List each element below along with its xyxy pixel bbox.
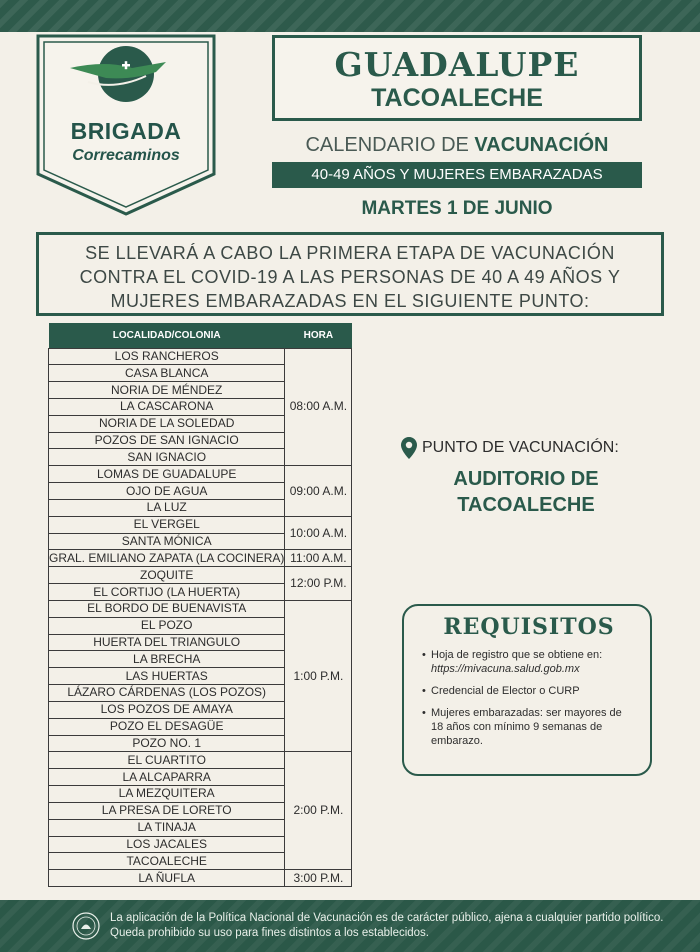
locality-cell: LA PRESA DE LORETO — [49, 802, 285, 819]
time-cell: 11:00 A.M. — [285, 550, 352, 567]
notice-line-3: MUJERES EMBARAZADAS EN EL SIGUIENTE PUNTO: — [110, 291, 590, 311]
table-row — [49, 348, 352, 365]
table-row — [49, 550, 352, 567]
locality-cell: GRAL. EMILIANO ZAPATA (LA COCINERA) — [49, 550, 285, 565]
calendar-heading — [272, 134, 642, 157]
time-cell: 3:00 P.M. — [285, 870, 352, 887]
calendar-bold: VACUNACIÓN — [474, 134, 609, 156]
locality-cell: LOS POZOS DE AMAYA — [49, 701, 285, 718]
place-line-1: AUDITORIO DE — [453, 468, 599, 490]
footer-disclaimer: La aplicación de la Política Nacional de Vacunación es de carácter público, ajena a cualquier partido político. Queda prohibido su uso para fines distintos a los establecidos. — [110, 912, 664, 939]
requirements-list — [422, 648, 636, 748]
locality-cell: OJO DE AGUA — [49, 483, 285, 500]
locality-cell: LA ALCAPARRA — [49, 769, 285, 786]
locality-cell: EL POZO — [49, 617, 285, 634]
notice-line-2: CONTRA EL COVID-19 A LAS PERSONAS DE 40 A 49 AÑOS Y — [79, 267, 621, 287]
badge-title: BRIGADA — [70, 118, 182, 144]
time-cell: 12:00 P.M. — [285, 567, 352, 601]
header-hora: HORA — [285, 323, 352, 348]
time-cell: 09:00 A.M. — [285, 466, 352, 516]
notice-line-1: SE LLEVARÁ A CABO LA PRIMERA ETAPA DE VACUNACIÓN — [85, 243, 615, 263]
schedule-body — [49, 348, 352, 887]
locality-cell: SAN IGNACIO — [49, 449, 285, 466]
locality-cell: LOS JACALES — [49, 836, 285, 853]
locality-cell: POZOS DE SAN IGNACIO — [49, 432, 285, 449]
locality-cell: EL VERGEL — [49, 516, 285, 533]
locality-cell: HUERTA DEL TRIANGULO — [49, 634, 285, 651]
locality-cell: CASA BLANCA — [49, 365, 285, 382]
vaccination-point-place — [400, 466, 652, 518]
table-row — [49, 466, 352, 483]
national-seal-icon — [72, 912, 100, 940]
requirement-item-registration — [422, 648, 636, 676]
vaccination-point — [400, 436, 660, 518]
time-cell: 08:00 A.M. — [285, 348, 352, 466]
page-title: GUADALUPE — [334, 45, 580, 84]
badge-subtitle: Correcaminos — [72, 147, 180, 164]
locality-cell: NORIA DE MÉNDEZ — [49, 382, 285, 399]
time-cell: 1:00 P.M. — [285, 600, 352, 751]
locality-cell: LOS RANCHEROS — [49, 348, 285, 365]
vaccination-point-label: PUNTO DE VACUNACIÓN: — [422, 439, 619, 456]
locality-cell: LAS HUERTAS — [49, 668, 285, 685]
time-cell: 2:00 P.M. — [285, 752, 352, 870]
requirement-item-pregnant: • Mujeres embarazadas: ser mayores de 18 años con mínimo 9 semanas de embarazo. — [422, 706, 636, 748]
table-row — [49, 567, 352, 584]
locality-cell: EL CORTIJO (LA HUERTA) — [49, 584, 285, 601]
requirement-1-text: Hoja de registro que se obtiene en: — [431, 649, 603, 661]
table-header-row — [49, 323, 352, 348]
header-localidad: LOCALIDAD/COLONIA — [49, 323, 285, 348]
locality-cell: LOMAS DE GUADALUPE — [49, 466, 285, 483]
title-box — [272, 35, 642, 121]
locality-cell: SANTA MÓNICA — [49, 533, 285, 550]
locality-cell: POZO EL DESAGÜE — [49, 718, 285, 735]
table-row — [49, 516, 352, 533]
notice-box — [36, 232, 664, 316]
locality-cell: POZO NO. 1 — [49, 735, 285, 752]
age-group-bar: 40-49 AÑOS Y MUJERES EMBARAZADAS — [272, 162, 642, 188]
locality-cell: LA MEZQUITERA — [49, 786, 285, 803]
page-subtitle: TACOALECHE — [371, 84, 543, 112]
locality-cell: EL CUARTITO — [49, 752, 285, 769]
requirements-box — [402, 604, 652, 776]
map-pin-icon — [400, 436, 418, 460]
requirement-item-id: • Credencial de Elector o CURP — [422, 684, 636, 698]
registration-link[interactable]: https://mivacuna.salud.gob.mx — [431, 663, 580, 675]
table-row — [49, 870, 352, 887]
locality-cell: ZOQUITE — [49, 567, 285, 584]
requirements-title: REQUISITOS — [443, 614, 615, 640]
locality-cell: LA ÑUFLA — [49, 870, 285, 887]
brigada-badge — [36, 34, 216, 216]
vaccination-point-label-row — [400, 436, 660, 460]
locality-cell: LÁZARO CÁRDENAS (LOS POZOS) — [49, 685, 285, 702]
time-cell: 10:00 A.M. — [285, 516, 352, 550]
calendar-prefix: CALENDARIO DE — [305, 134, 475, 156]
locality-cell: EL BORDO DE BUENAVISTA — [49, 600, 285, 617]
locality-cell: LA BRECHA — [49, 651, 285, 668]
locality-cell: NORIA DE LA SOLEDAD — [49, 415, 285, 432]
locality-cell: LA TINAJA — [49, 819, 285, 836]
place-line-2: TACOALECHE — [457, 494, 595, 516]
schedule-table — [48, 323, 352, 887]
top-decorative-band — [0, 0, 700, 32]
locality-cell: LA LUZ — [49, 499, 285, 516]
date-heading: MARTES 1 DE JUNIO — [361, 198, 553, 219]
table-row — [49, 600, 352, 617]
locality-cell: LA CASCARONA — [49, 398, 285, 415]
table-row — [49, 752, 352, 769]
locality-cell: TACOALECHE — [49, 853, 285, 870]
